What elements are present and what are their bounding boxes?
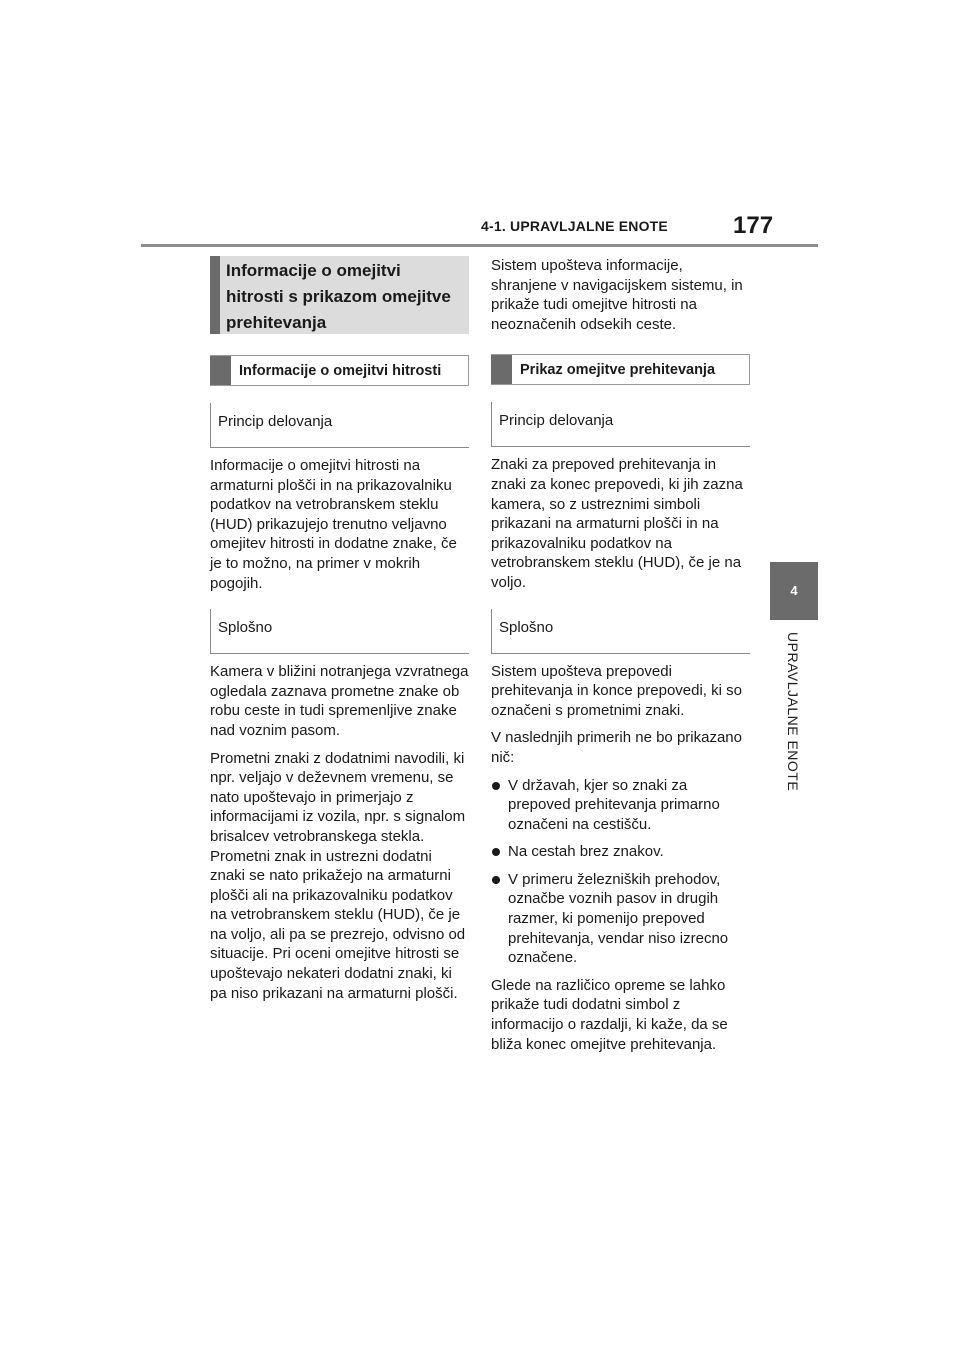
paragraph: Glede na različico opreme se lahko prikaže tudi dodatni simbol z informacijo o razdalji, ki kaže, da se bliža konec omejitve prehitevanja.: [491, 976, 728, 1053]
left-column: [210, 256, 469, 1003]
sub-heading-label: Informacije o omejitvi hitrosti: [239, 362, 442, 379]
header-divider: [141, 244, 818, 247]
paragraph: Prometni znaki z dodatnimi navodili, ki npr. veljajo v deževnem vremenu, se nato upoštevajo in primerjajo z informacijami iz vozila, npr. s signalom brisalcev vetrobranskega stekla. Prometni znak in ustrezni dodatni znaki se nato prikažejo na armaturni plošči ali na prikazovalniku podatkov na vetrobranskem steklu (HUD), če je na voljo, ali pa se prezrejo, odvisno od situacije. Pri oceni omejitve hitrosti se upoštevajo nekateri dodatni znaki, ki pa niso prikazani na armaturni plošči.: [210, 749, 466, 1002]
sub-heading-overtaking: [491, 354, 750, 385]
minor-heading-general: Splošno: [210, 609, 469, 654]
paragraph: Znaki za prepoved prehitevanja in znaki za konec prepovedi, ki jih zazna kamera, so z ustreznimi simboli prikazani na armaturni plošči in na prikazovalniku podatkov na vetrobranskem steklu (HUD), če je na voljo.: [491, 456, 743, 591]
paragraph: Kamera v bližini notranjega vzvratnega ogledala zaznava prometne znake ob robu ceste in tudi spremenljive znake nad voznim pasom.: [210, 663, 469, 739]
list-item: Na cestah brez znakov.: [491, 842, 750, 862]
minor-heading-principle: Princip delovanja: [210, 403, 469, 448]
paragraph: Informacije o omejitvi hitrosti na armaturni plošči in na prikazovalniku podatkov na vetrobranskem steklu (HUD) prikazujejo trenutno veljavno omejitev hitrosti in dodatne znake, če je to možno, na primer v mokrih pogojih.: [210, 457, 457, 592]
main-heading: Informacije o omejitvi hitrosti s prikazom omejitve prehitevanja: [210, 256, 469, 334]
list-item: V primeru železniških prehodov, označbe voznih pasov in drugih razmer, ki pomenijo prepoved prehitevanja, vendar niso izrecno označene.: [491, 870, 750, 968]
paragraph: Sistem upošteva prepovedi prehitevanja in konce prepovedi, ki so označeni s prometnimi znaki.: [491, 662, 742, 719]
list-item: V državah, kjer so znaki za prepoved prehitevanja primarno označeni na cestišču.: [491, 776, 750, 835]
right-column: [491, 256, 750, 1054]
section-title: 4-1. UPRAVLJALNE ENOTE: [481, 218, 668, 234]
heading-marker: [210, 356, 231, 385]
bullet-list: [491, 776, 750, 968]
chapter-side-label: UPRAVLJALNE ENOTE: [785, 632, 801, 792]
minor-heading-general: Splošno: [491, 609, 750, 654]
chapter-tab[interactable]: 4: [770, 562, 818, 620]
paragraph: V naslednjih primerih ne bo prikazano nič:: [491, 729, 742, 766]
heading-marker: [491, 355, 512, 384]
minor-heading-principle: Princip delovanja: [491, 402, 750, 447]
sub-heading-label: Prikaz omejitve prehitevanja: [520, 361, 716, 378]
paragraph: Sistem upošteva informacije, shranjene v navigacijskem sistemu, in prikaže tudi omejitve hitrosti na neoznačenih odsekih ceste.: [491, 257, 743, 333]
page-number: 177: [733, 212, 774, 239]
sub-heading-speed-limit: [210, 355, 469, 386]
